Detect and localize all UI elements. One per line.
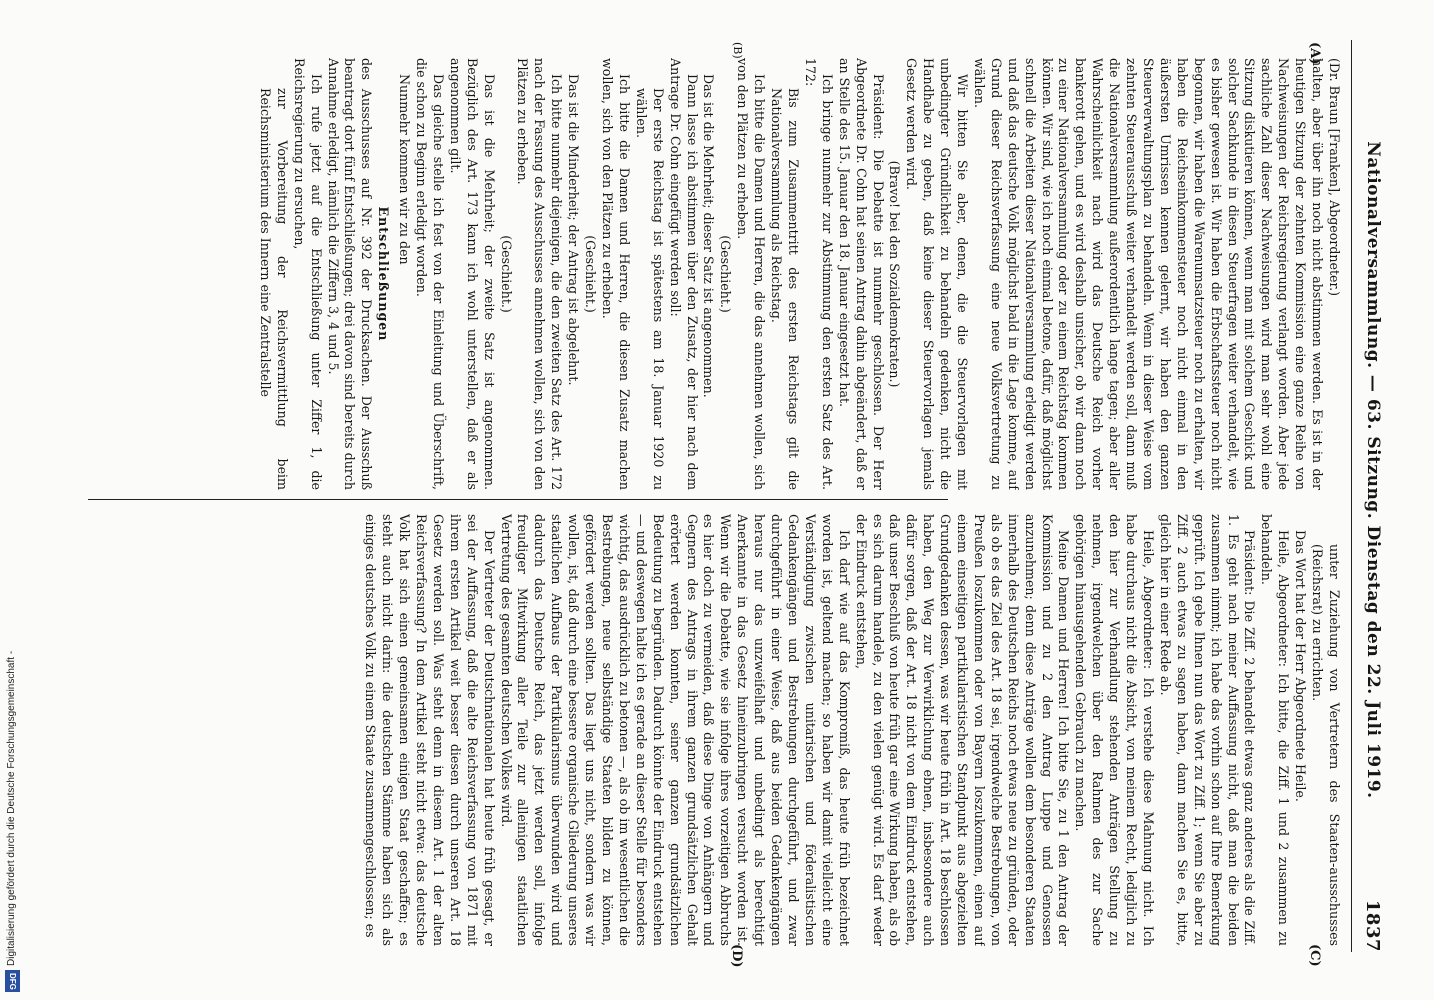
footer-credit-text: Digitalisierung gefördert durch die Deutsche Forschungsgemeinschaft - <box>6 650 17 966</box>
page-header-title: Nationalversammlung. — 63. Sitzung. Dienstag den 22. Juli 1919. <box>1363 141 1383 799</box>
paragraph: (Geschieht.) <box>583 235 599 313</box>
margin-mark-b: (B) <box>731 42 744 59</box>
paragraph: Der erste Reichstag ist spätestens am 18. Januar 1920 zu wählen. <box>633 88 666 490</box>
paragraph: (Geschieht.) <box>718 235 734 313</box>
margin-mark-c: (C) <box>1307 944 1322 967</box>
paragraph: Das Wort hat der Herr Abgeordnete Heile. <box>1293 530 1309 802</box>
paragraph: Entschließungen <box>376 206 392 342</box>
paragraph: Das ist die Mehrheit; dieser Satz ist angenommen. <box>701 74 717 398</box>
paragraph: Das gleiche stelle ich fest von der Einleitung und Überschrift, die schon zu Beginn erledigt worden. <box>414 58 446 490</box>
dfg-logo: DFG <box>5 970 20 992</box>
paragraph: Dann lasse ich abstimmen über den Zusatz, der hier nach dem Antrage Dr. Cohn eingefügt werden soll: <box>667 58 700 490</box>
paragraph: (Dr. Braun [Franken], Abgeordneter.) <box>1327 58 1342 297</box>
paragraph: Bis zum Zusammentritt des ersten Reichstags gilt die Nationalversammlung als Reichstag. <box>769 88 801 490</box>
paragraph: (Geschieht.) <box>498 235 514 313</box>
paragraph: Meine Damen und Herren! Ich bitte Sie, zu 1 den Antrag der Kommission und zu 2 den Antrag Luppe und Genossen anzunehmen; denn diese Anträge wollen dem besonderen Staaten innerhalb des Deutschen Reichs noch etwas neue zu gründen, oder als ob es das Ziel des Art. 18 sei, irgendwelche Bestrebungen, von Preußen loszukommen oder von Bayern loszukommen, einen auf einem einseitigen partikularistischen Standpunkt aus abgezielten Grundgedanken dessen, was wir heute früh in Art. 18 beschlossen haben, den Weg zur Verwirklichung ebnen, insbesondere auch dafür sorgen, daß der Art. 18 nicht von dem Eindruck entstehen, daß unser Beschluß von heute früh gar eine Wirkung haben, als ob es sich darum handele, zu den vielen genügt wird. Es darf weder der Eindruck entstehen, <box>853 514 1072 946</box>
paragraph: halten, aber über ihn noch nicht abstimmen werden. Es ist in der heutigen Sitzung der zehnten Kommission eine ganze Reihe von Nachweisungen der Reichsregierung verlangt worden. Aber jede sachliche Zahl dieser Nachweisungen wird man sehr wohl eine Sitzung diskutieren können, wenn man mit solchem Geschick und solcher Sachkunde in diesen Steuerfragen weiter verhandelt, wie es bisher gewesen ist. Wir haben die Erbschaftssteuer noch nicht begonnen, wir haben die Warenumsatzsteuer noch zu erhalten, wir haben die Reichseinkommensteuer noch nicht einmal in den äußersten Umrissen kennen gelernt, wir haben den ganzen Steuerverwaltungsplan zu behandeln. Wenn in dieser Weise vom zehnten Steuerausschuß weiter verhandelt werden soll, dann muß die Nationalversammlung außerordentlich lange tagen; aber aller Wahrscheinlichkeit nach wird das Deutsche Reich vorher bankerott gehen, und es wird deshalb unsicher, ob wir dann noch zu einer Nationalversammlung oder zu einem Reichstag kommen können. Wir sind, wie ich noch einmal betone, dafür, daß möglichst schnell die Arbeiten dieser Nationalversammlung erledigt werden und daß das deutsche Volk möglichst bald in die Lage komme, auf Grund dieser Reichsverfassung eine neue Volksvertretung zu wählen. <box>971 58 1326 490</box>
paragraph: Präsident: Die Ziff. 2 behandelt etwas ganz anderes als die Ziff. 1. Es geht nach meiner Auffassung nicht, daß man die beiden zusammen nimmt; ich habe das vorhin schon auf Ihre Bemerkung geprüft. Ich gebe Ihnen nun das Wort zu Ziff. 1; wenn Sie aber zu Ziff. 2 auch etwas zu sagen haben, dann machen Sie es, bitte, gleich hier in einer Rede ab. <box>1157 514 1258 946</box>
paragraph: Wir bitten Sie aber, denen, die die Steuervorlagen mit unbedingter Gründlichkeit zu behandeln gedenken, nicht die Handhabe zu geben, daß keine dieser Steuervorlagen jemals Gesetz werden wird. <box>904 58 971 490</box>
paragraph: unter Zuziehung von Vertretern des Staaten-ausschusses (Reichsrat) zu errichten. <box>1310 544 1342 946</box>
paragraph: (Bravo! bei den Sozialdemokraten.) <box>887 160 903 388</box>
paragraph: Das ist die Minderheit; der Antrag ist abgelehnt. <box>566 74 582 386</box>
paragraph: Der Vertreter der Deutschnationalen hat heute früh gesagt, er sei der Auffassung, daß die alte Reichsverfassung von 1871 mit ihrem ersten Artikel weit besser diesen durch unseren Art. 18 Gesetz werden soll. Was steht denn in diesem Art. 1 der alten Reichsverfassung? In dem Artikel steht nicht etwa: das deutsche Volk hat sich einen gemeinsamen einigen Staat geschaffen; es steht auch nicht darin: die deutschen Stämme haben sich als einiges deutsches Volk zu einem Staate zusammengeschlossen; es <box>363 514 497 946</box>
margin-mark-d: (D) <box>729 944 744 968</box>
digitization-footer <box>3 4 23 994</box>
left-column <box>62 58 1342 490</box>
header-rule <box>1351 40 1352 952</box>
paragraph: Heile, Abgeordneter: Ich bitte, die Ziff. 1 und 2 zusammen zu behandeln. <box>1259 514 1292 946</box>
paragraph: Ich bitte die Damen und Herren, die diesen Zusatz machen wollen, sich von den Plätzen zu erheben. <box>600 58 632 490</box>
paragraph: Heile, Abgeordneter: Ich verstehe diese Mahnung nicht. Ich habe durchaus nicht die Absicht, von meinem Recht, lediglich zu den hier zur Verhandlung stehenden Anträgen Stellung zu nehmen, irgendwelchen über den Rahmen des zur Sache gehörigen hinausgehenden Gebrauch zu machen. <box>1073 514 1157 946</box>
running-header <box>1358 40 1388 952</box>
margin-mark-a: (A) <box>1307 42 1322 65</box>
paragraph: Nunmehr kommen wir zu den <box>397 74 413 265</box>
paragraph: Ich bitte die Damen und Herren, die das annehmen wollen, sich von den Plätzen zu erheben. <box>735 58 768 490</box>
paragraph: Ich bitte nunmehr diejenigen, die den zweiten Satz des Art. 172 nach der Fassung des Ausschusses annehmen wollen, sich von den Plätzen zu erheben. <box>515 58 565 490</box>
page-number: 1837 <box>1362 899 1384 952</box>
paragraph: des Ausschusses auf Nr. 392 der Drucksachen. Der Ausschuß beantragt dort fünf Entschließungen; drei davon sind bereits durch Annahme erledigt, nämlich die Ziffern 3, 4 und 5. <box>325 58 375 490</box>
paragraph: Präsident: Die Debatte ist nunmehr geschlossen. Der Herr Abgeordnete Dr. Cohn hat seinen Antrag dahin abgeändert, daß er an Stelle des 15. Januar den 18. Januar eingesetzt hat. <box>836 58 886 490</box>
paragraph: Ich rufe jetzt auf die Entschließung unter Ziffer 1, die Reichsregierung zu ersuchen, <box>291 58 324 490</box>
paragraph: Das ist die Mehrheit; der zweite Satz ist angenommen. Bezüglich des Art. 173 kann ich wohl unterstellen, daß er als angenommen gilt. <box>447 58 497 490</box>
right-column <box>62 514 1342 946</box>
paragraph: zur Vorbereitung der Reichsvermittlung beim Reichsministerium des Innern eine Zentralstelle <box>257 88 290 490</box>
column-divider <box>88 499 948 500</box>
paragraph: Ich bringe nunmehr zur Abstimmung den ersten Satz des Art. 172: <box>802 58 835 490</box>
paragraph: Ich darf wie auf das Kompromiß, das heute früh bezeichnet worden ist, geltend machen; so haben wir damit vielleicht eine Verständigung zwischen unitarischen und föderalistischen Gedankengängen und Bestrebungen durchgeführt, und zwar durchgeführt in einer Weise, daß aus beiden Gedankengängen heraus nur das unzweifelhaft und unbedingt als berechtigt Anerkannte in das Gesetz hineinzubringen versucht worden ist. Wenn wir die Debatte, wie sie infolge ihres vorzeitigen Abbruchs es hier doch zu vermeiden, daß diese Dinge von Anhängern und Gegnern des Antrags in ihrem ganzen grundsätzlichen Gehalt erörtert werden konnten, seiner ganzen grundsätzlichen Bedeutung zu begründen. Dadurch könnte der Eindruck entstehen — und deswegen halte ich es gerade an dieser Stelle für besonders wichtig, das ausdrücklich zu betonen —, als ob im wesentlichen die Bestrebungen, neue selbständige Staaten bilden zu können, gefördert werden sollten. Das liegt uns nicht, sondern was wir wollen, ist, daß durch eine bessere organische Gliederung unseres staatlichen Aufbaus der Partikularismus überwunden wird und dadurch das Deutsche Reich, das jetzt werden soll, infolge freudiger Mitwirkung aller Teile zur alleinigen staatlichen Vertretung des gesamten deutschen Volkes wird. <box>498 514 852 946</box>
